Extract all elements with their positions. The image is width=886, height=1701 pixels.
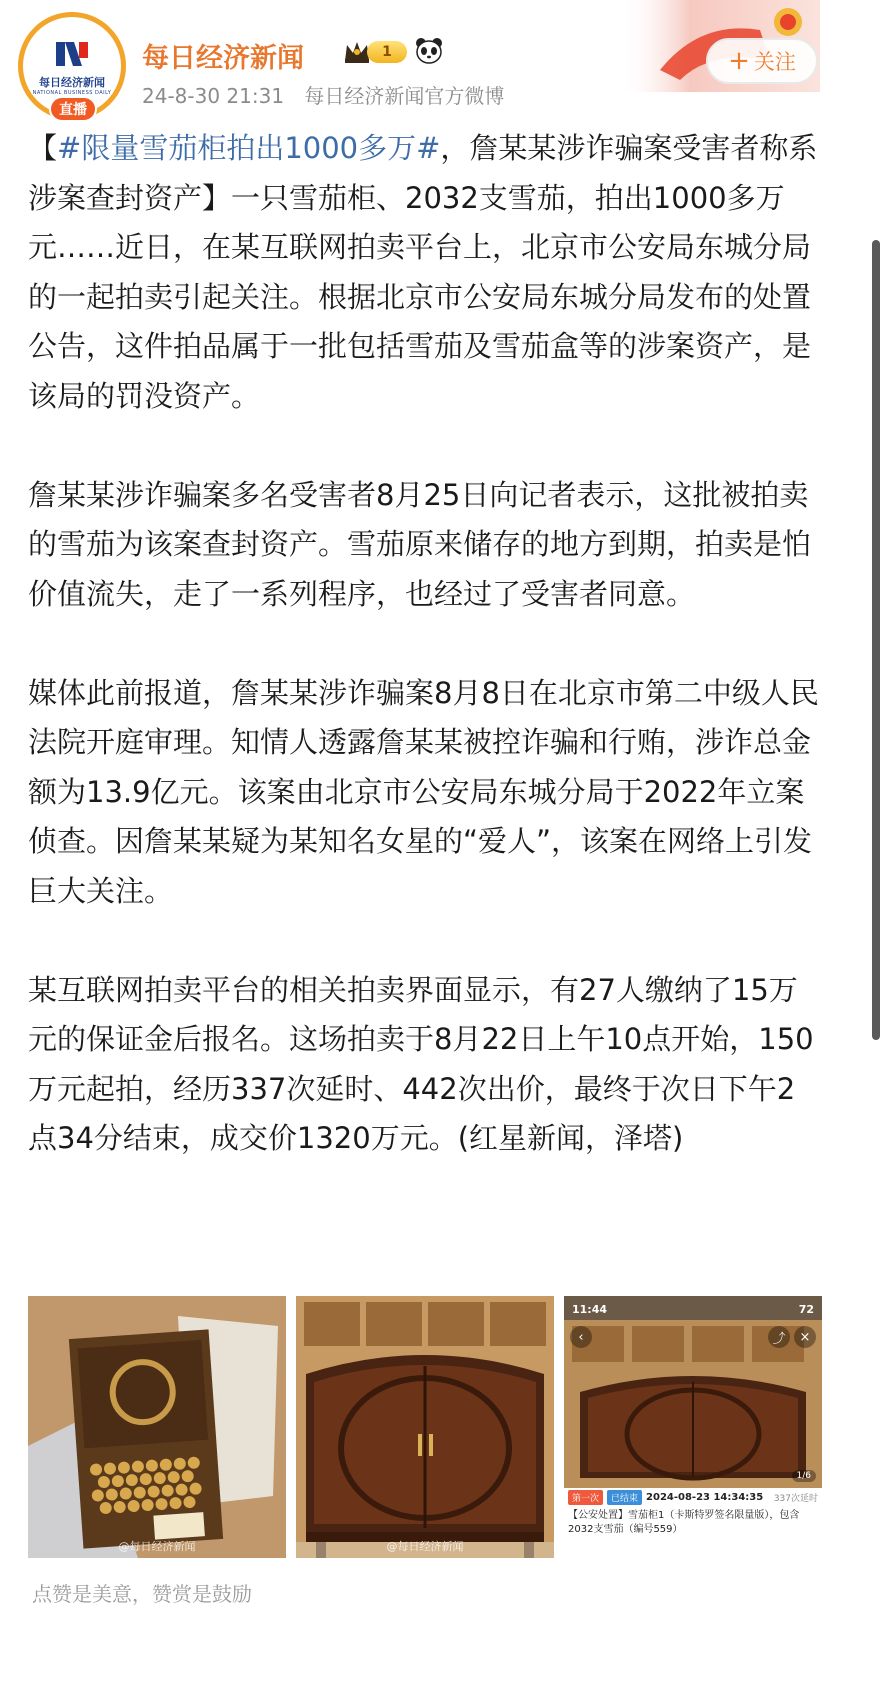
- bracket-open: 【: [28, 131, 58, 165]
- auction-date: 2024-08-23 14:34:35: [646, 1492, 764, 1503]
- page-indicator: 1/6: [792, 1470, 816, 1482]
- auction-info: [564, 1488, 822, 1558]
- post-header: [0, 0, 886, 118]
- post-meta: [142, 80, 504, 109]
- close-icon: ×: [794, 1326, 816, 1348]
- reward-hint: 点赞是美意，赞赏是鼓励: [32, 1582, 252, 1606]
- post-time: 24-8-30 21:31: [142, 84, 285, 108]
- image-watermark: @每日经济新闻: [118, 1540, 196, 1553]
- post-images: [28, 1296, 822, 1558]
- image-cigar-cabinet[interactable]: [296, 1296, 554, 1558]
- post-body: [28, 124, 822, 1164]
- post-paragraph-1: [28, 124, 822, 421]
- auction-status-row: [568, 1490, 818, 1505]
- image-cigar-box[interactable]: [28, 1296, 286, 1558]
- author-avatar[interactable]: [18, 12, 126, 120]
- post-paragraph-3: 媒体此前报道，詹某某涉诈骗案8月8日在北京市第二中级人民法院开庭审理。知情人透露詹某某被控诈骗和行贿，涉诈总金额为13.9亿元。该案由北京市公安局东城分局于2022年立案侦查。因詹某某疑为某知名女星的“爱人”，该案在网络上引发巨大关注。: [28, 675, 819, 908]
- auction-title: 【公安处置】雪茄柜1（卡斯特罗签名限量版），包含2032支雪茄（编号559）: [568, 1510, 800, 1535]
- tag-ended: 已结束: [607, 1490, 642, 1505]
- live-badge: 直播: [49, 96, 97, 122]
- cigar-box-photo: [28, 1296, 286, 1558]
- panda-icon: [414, 36, 444, 64]
- author-name[interactable]: 每日经济新闻: [142, 43, 304, 74]
- phone-status-bar: [564, 1300, 822, 1318]
- post-paragraph-4: 某互联网拍卖平台的相关拍卖界面显示，有27人缴纳了15万元的保证金后报名。这场拍卖于8月22日上午10点开始，150万元起拍，经历337次延时、442次出价，最终于次日下午2点34分结束，成交价1320万元。(红星新闻，泽塔): [28, 972, 814, 1155]
- share-icon: ⤴: [768, 1326, 790, 1348]
- status-time: 11:44: [572, 1302, 608, 1316]
- cigar-cabinet-photo: [296, 1296, 554, 1558]
- battery-level: 72: [798, 1302, 814, 1316]
- follow-button[interactable]: [706, 38, 818, 84]
- nbd-logo-icon: [52, 36, 92, 72]
- image-watermark: @每日经济新闻: [386, 1540, 464, 1553]
- auction-delays: 337次延时: [773, 1494, 818, 1504]
- plus-icon: +: [728, 46, 750, 76]
- image-auction-screenshot[interactable]: [564, 1296, 822, 1558]
- post-source: 每日经济新闻官方微博: [304, 84, 505, 108]
- post-paragraph-2: 詹某某涉诈骗案多名受害者8月25日向记者表示，这批被拍卖的雪茄为该案查封资产。雪茄原来储存的地方到期，拍卖是怕价值流失，走了一系列程序，也经过了受害者同意。: [28, 477, 812, 611]
- vip-level-badge[interactable]: [343, 38, 409, 66]
- scrollbar[interactable]: [872, 240, 880, 1040]
- vip-level: 1: [367, 41, 407, 63]
- topic-link[interactable]: #限量雪茄柜拍出1000多万#: [57, 131, 441, 165]
- follow-label: 关注: [753, 50, 796, 74]
- back-icon: ‹: [570, 1326, 592, 1348]
- tag-first-round: 第一次: [568, 1490, 603, 1505]
- avatar-logo-subtext: NATIONAL BUSINESS DAILY: [32, 90, 112, 96]
- paragraph-1-text: ，詹某某涉诈骗案受害者称系涉案查封资产】一只雪茄柜、2032支雪茄，拍出1000多万元……近日，在某互联网拍卖平台上，北京市公安局东城分局的一起拍卖引起关注。根据北京市公安局东城分局发布的处置公告，这件拍品属于一批包括雪茄及雪茄盒等的涉案资产，是该局的罚没资产。: [28, 131, 818, 413]
- avatar-logo-text: 每日经济新闻: [39, 76, 105, 89]
